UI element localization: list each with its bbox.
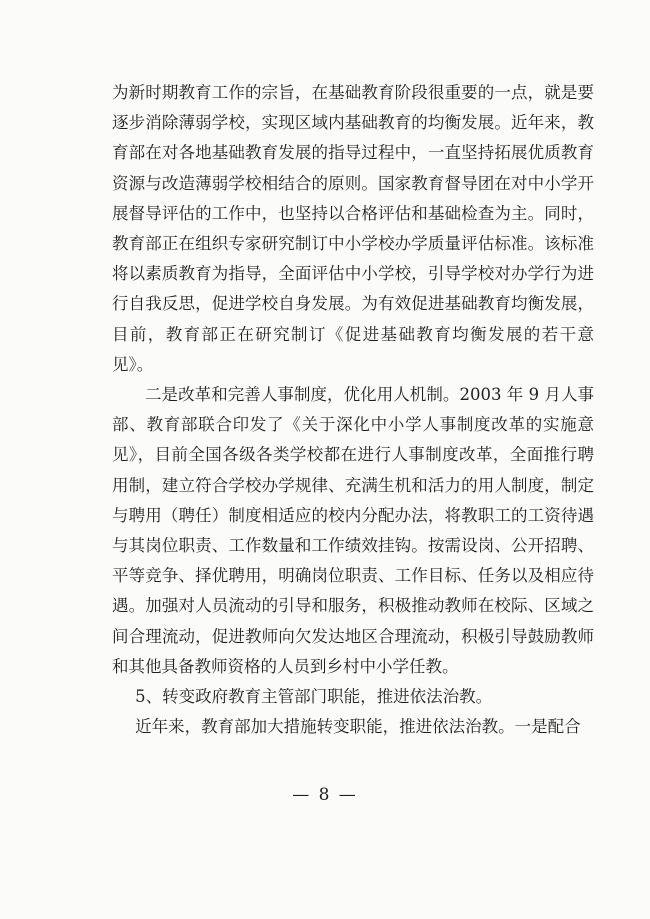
section-heading: 5、转变政府教育主管部门职能，推进依法治教。 bbox=[135, 687, 493, 707]
paragraph-continued: 为新时期教育工作的宗旨，在基础教育阶段很重要的一点，就是要逐步消除薄弱学校，实现区域内基础教育的均衡发展。近年来，教育部在对各地基础教育发展的指导过程中，一直坚持拓展优质教育资源与改造薄弱学校相结合的原则。国家教育督导团在对中小学开展督导评估的工作中，也坚持以合格评估和基础检查为主。同时，教育部正在组织专家研究制订中小学校办学质量评估标准。该标准将以素质教育为指导，全面评估中小学校，引导学校对办学行为进行自我反思，促进学校自身发展。为有效促进基础教育均衡发展，目前，教育部正在研究制订《促进基础教育均衡发展的若干意见》。 bbox=[112, 83, 594, 374]
page-number: — 8 — bbox=[292, 785, 358, 805]
body-text bbox=[112, 78, 594, 742]
paragraph-personnel-reform: 二是改革和完善人事制度，优化用人机制。2003 年 9 月人事部、教育部联合印发了《关于深化中小学人事制度改革的实施意见》，目前全国各级各类学校都在进行人事制度改革，全面推行聘用制，建立符合学校办学规律、充满生机和活力的用人制度，制定与聘用（聘任）制度相适应的校内分配办法，将教职工的工资待遇与其岗位职责、工作数量和工作绩效挂钩。按需设岗、公开招聘、平等竞争、择优聘用，明确岗位职责、工作目标、任务以及相应待遇。加强对人员流动的引导和服务，积极推动教师在校际、区域之间合理流动，促进教师向欠发达地区合理流动，积极引导鼓励教师和其他具备教师资格的人员到乡村中小学任教。 bbox=[112, 385, 594, 676]
paragraph-rule-of-law: 近年来，教育部加大措施转变职能，推进依法治教。一是配合 bbox=[135, 717, 581, 737]
